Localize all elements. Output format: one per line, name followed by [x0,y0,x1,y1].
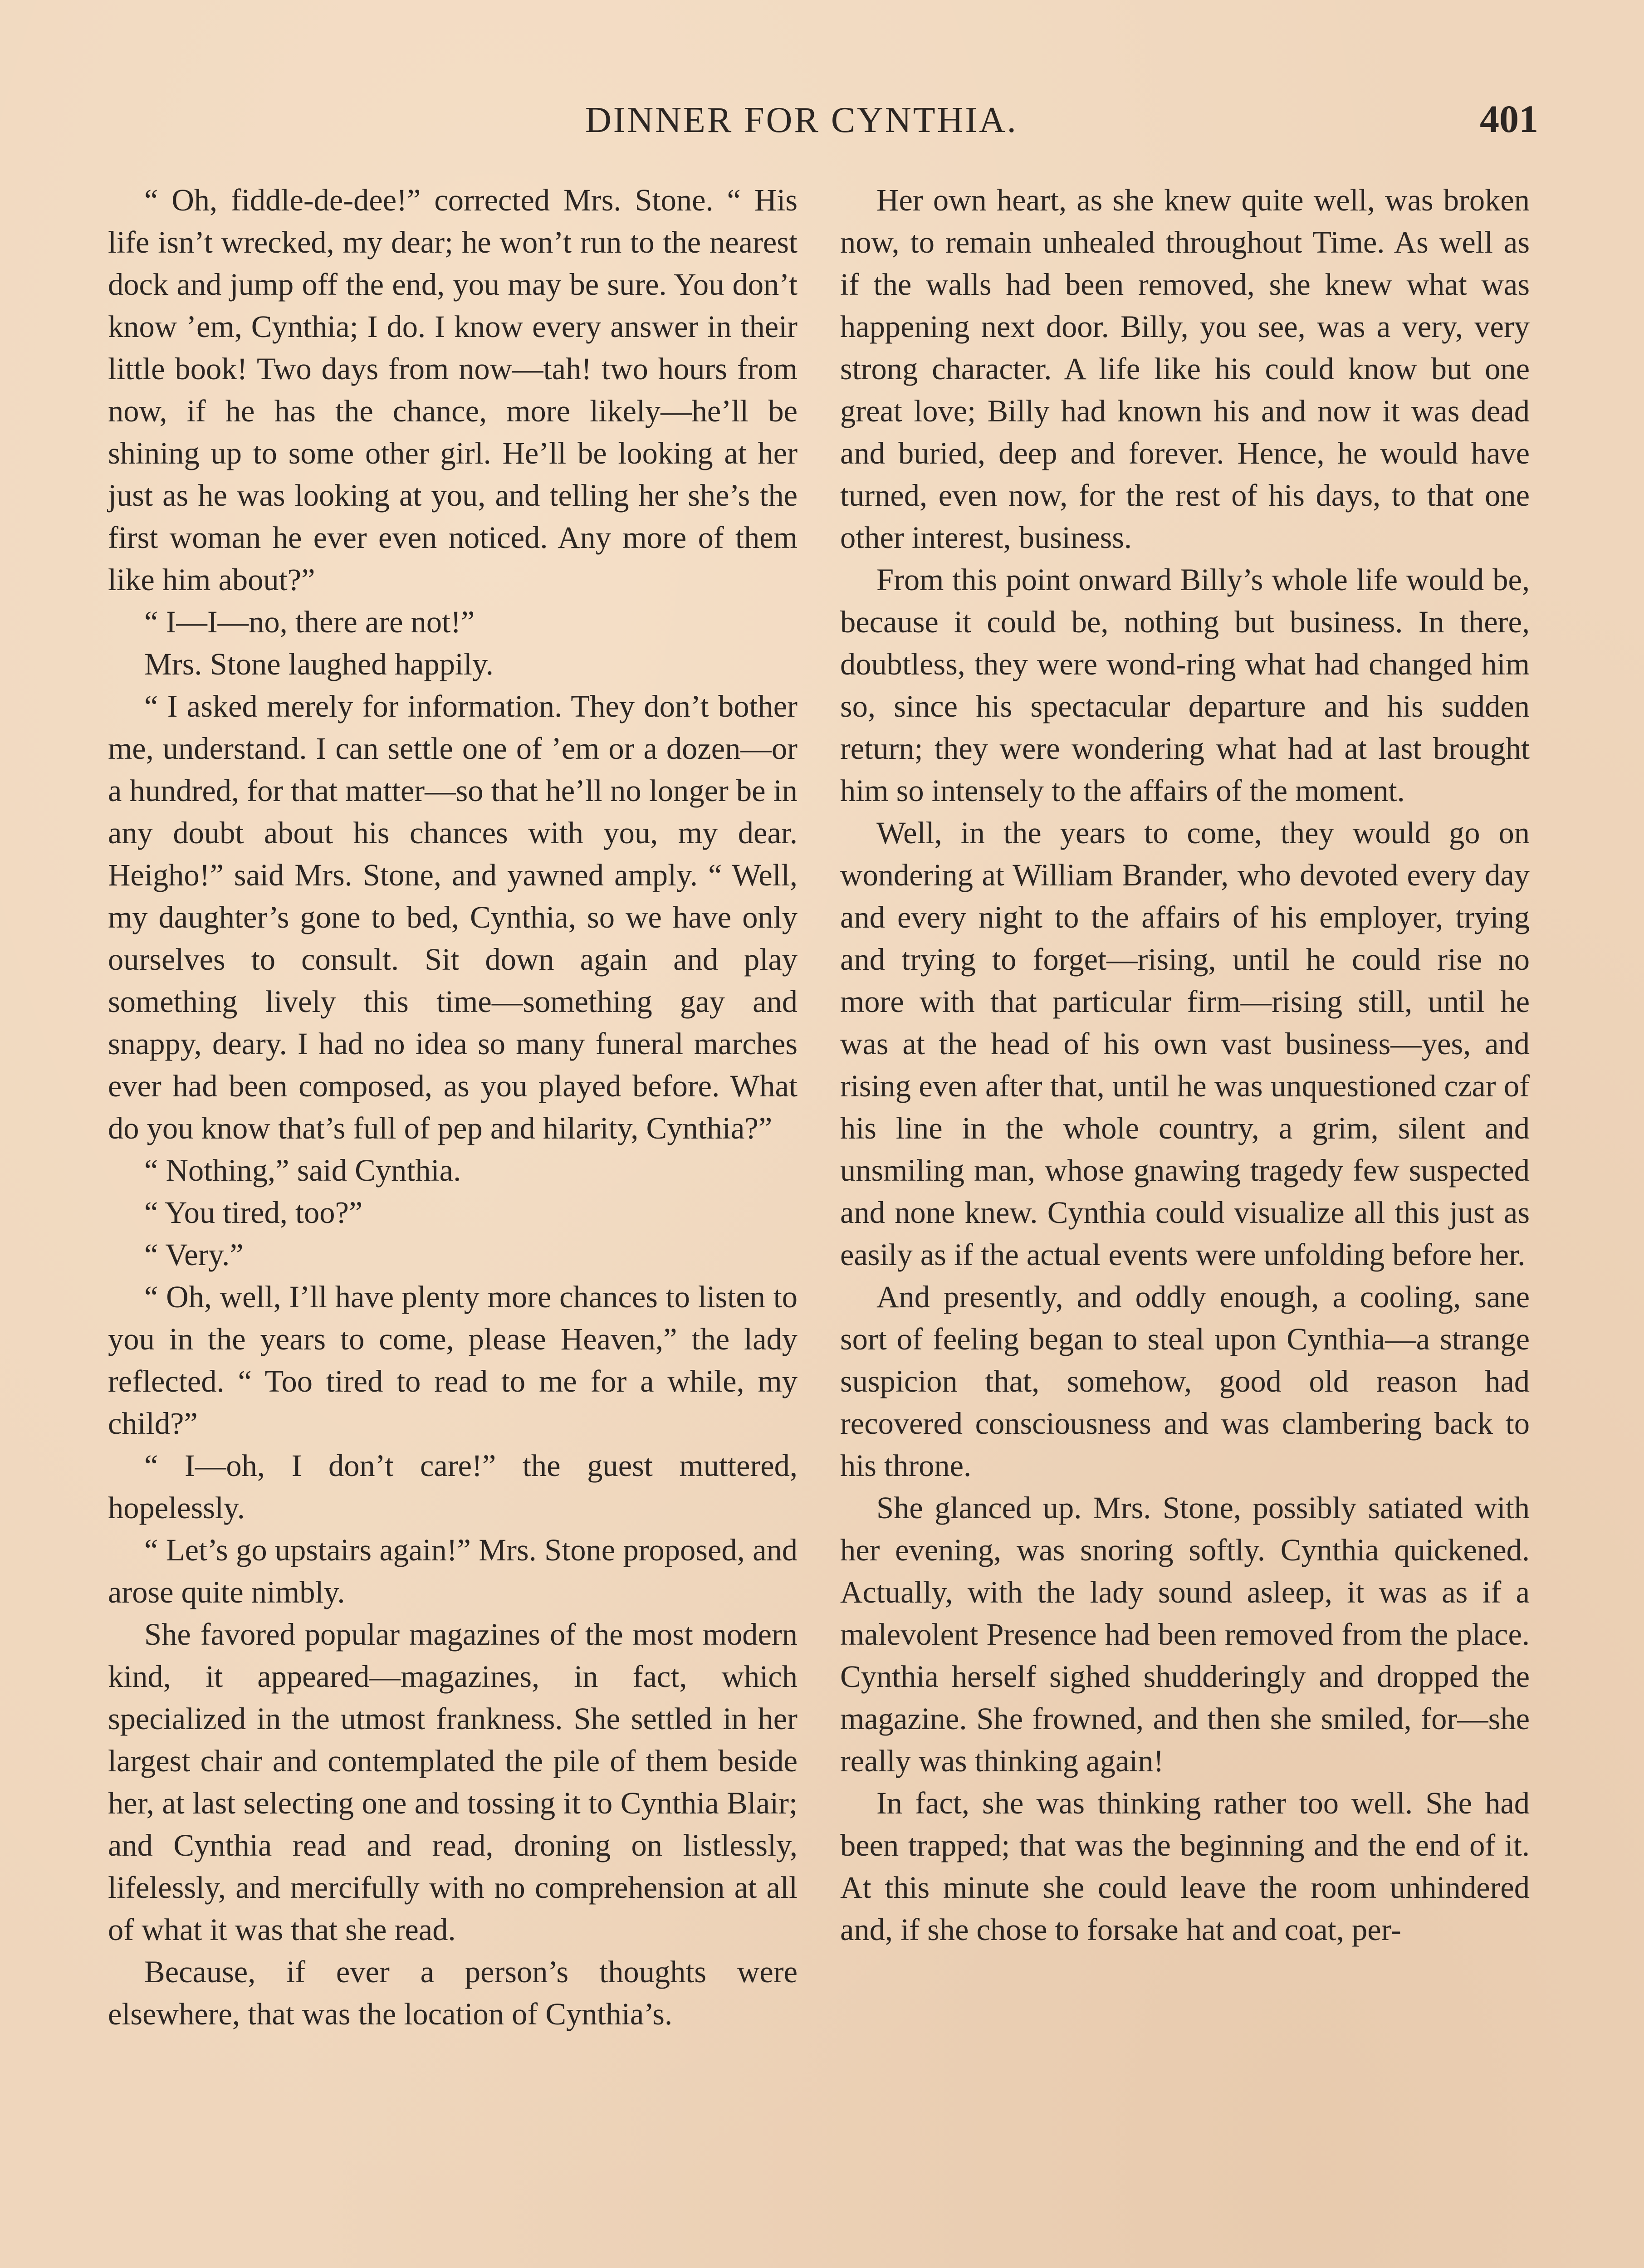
paragraph: “ Very.” [144,1237,244,1272]
paragraph: “ I asked merely for information. They don’t bother me, understand. I can settle one of ’em or a dozen—or a hundred, for that matter—so that he’ll no longer be in any doubt about his chances with you, my dear. Heigho!” said Mrs. Stone, and yawned amply. “ Well, my daughter’s gone to bed, Cynthia, so we have only ourselves to consult. Sit down again and play something lively this time—something gay and snappy, deary. I had no idea so many funeral marches ever had been composed, as you played before. What do you know that’s full of pep and hilarity, Cynthia?” [108,689,798,1145]
paragraph: Mrs. Stone laughed happily. [144,647,494,681]
left-column [108,179,798,2035]
paragraph: “ I—I—no, there are not!” [144,605,475,639]
paragraph: She favored popular magazines of the most modern kind, it appeared—magazines, in fact, which specialized in the utmost frankness. She settled in her largest chair and contemplated the pile of them beside her, at last selecting one and tossing it to Cynthia Blair; and Cynthia read and read, droning on listlessly, lifelessly, and mercifully with no comprehension at all of what it was that she read. [108,1617,798,1947]
paragraph: Because, if ever a person’s thoughts were elsewhere, that was the location of Cynthia’s. [108,1955,798,2031]
paragraph: “ Nothing,” said Cynthia. [144,1153,461,1188]
paragraph: Well, in the years to come, they would go on wondering at William Brander, who devoted every day and every night to the affairs of his employer, trying and trying to forget—rising, until he could rise no more with that particular firm—rising still, until he was at the head of his own vast business—yes, and rising even after that, until he was unquestioned czar of his line in the whole country, a grim, silent and unsmiling man, whose gnawing tragedy few suspected and none knew. Cynthia could visualize all this just as easily as if the actual events were unfolding before her. [840,816,1530,1272]
paragraph: “ Oh, well, I’ll have plenty more chances to listen to you in the years to come, please Heaven,” the lady reflected. “ Too tired to read to me for a while, my child?” [108,1280,798,1441]
running-head: DINNER FOR CYNTHIA. [585,100,1018,140]
right-column [840,179,1530,1951]
paragraph: “ Let’s go upstairs again!” Mrs. Stone proposed, and arose quite nimbly. [108,1533,798,1609]
paragraph: “ Oh, fiddle-de-dee!” corrected Mrs. Stone. “ His life isn’t wrecked, my dear; he won’t run to the nearest dock and jump off the end, you may be sure. You don’t know ’em, Cynthia; I do. I know every answer in their little book! Two days from now—tah! two hours from now, if he has the chance, more likely—he’ll be shining up to some other girl. He’ll be looking at her just as he was looking at you, and telling her she’s the first woman he ever even noticed. Any more of them like him about?” [108,183,798,597]
paragraph: From this point onward Billy’s whole life would be, because it could be, nothing but business. In there, doubtless, they were wond-ring what had changed him so, since his spectacular departure and his sudden return; they were wondering what had at last brought him so intensely to the affairs of the moment. [840,562,1530,808]
paragraph: She glanced up. Mrs. Stone, possibly satiated with her evening, was snoring softly. Cynthia quickened. Actually, with the lady sound asleep, it was as if a malevolent Presence had been removed from the place. Cynthia herself sighed shudderingly and dropped the magazine. She frowned, and then she smiled, for—she really was thinking again! [840,1491,1530,1778]
paragraph: And presently, and oddly enough, a cooling, sane sort of feeling began to steal upon Cynthia—a strange suspicion that, somehow, good old reason had recovered consciousness and was clambering back to his throne. [840,1280,1530,1483]
paragraph: “ You tired, too?” [144,1195,363,1230]
paragraph: “ I—oh, I don’t care!” the guest muttered, hopelessly. [108,1448,798,1525]
paragraph: Her own heart, as she knew quite well, was broken now, to remain unhealed throughout Time. As well as if the walls had been removed, she knew what was happening next door. Billy, you see, was a very, very strong character. A life like his could know but one great love; Billy had known his and now it was dead and buried, deep and forever. Hence, he would have turned, even now, for the rest of his days, to that one other interest, business. [840,183,1530,555]
page-number: 401 [1480,97,1538,141]
paragraph: In fact, she was thinking rather too well. She had been trapped; that was the beginning and the end of it. At this minute she could leave the room unhindered and, if she chose to forsake hat and coat, per- [840,1786,1530,1947]
